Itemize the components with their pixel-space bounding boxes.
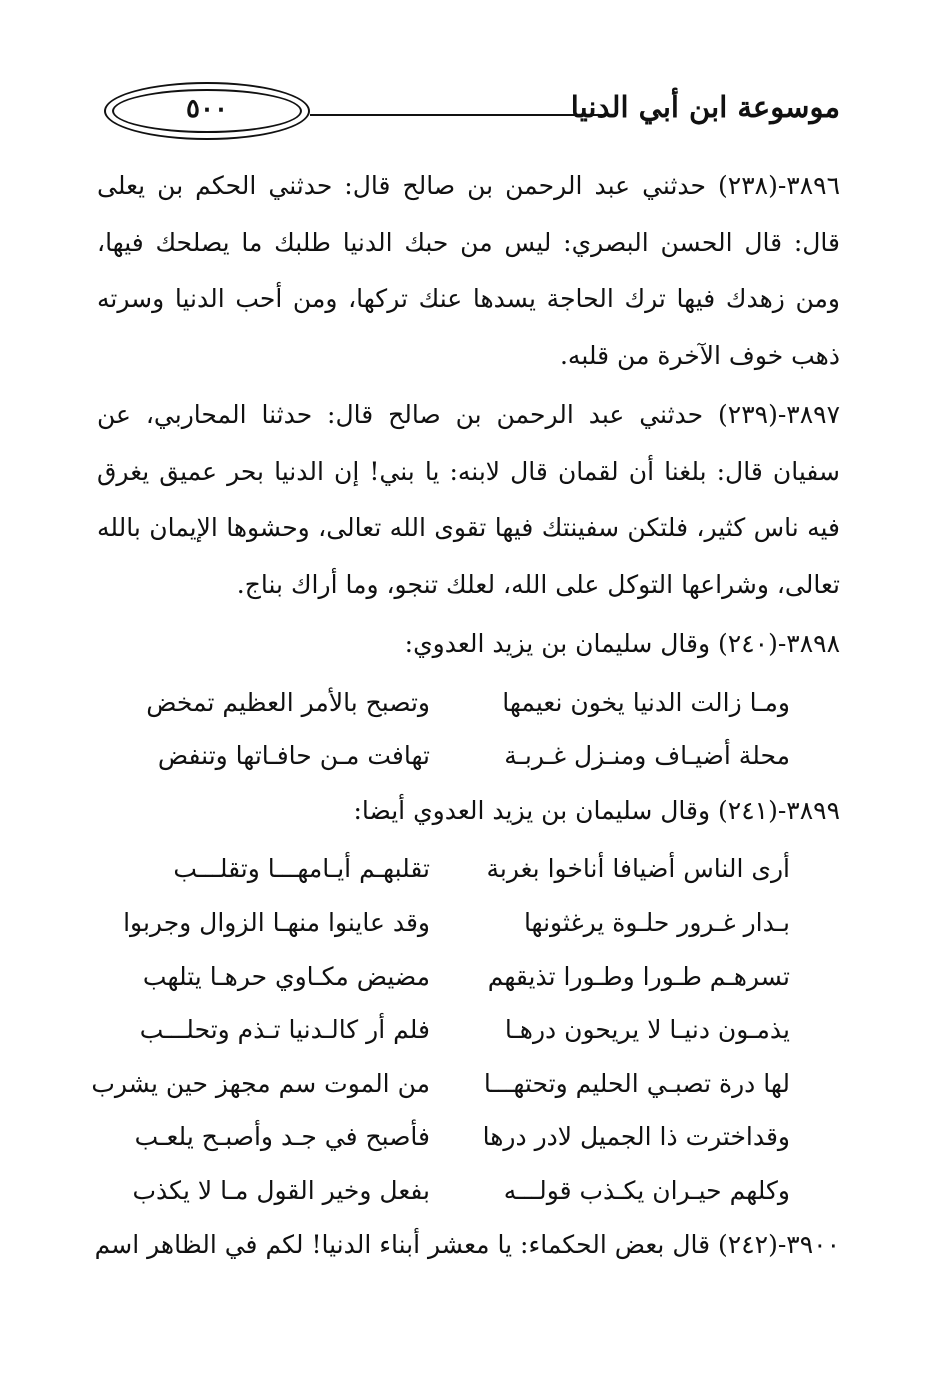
- page-number: ٥٠٠: [186, 94, 228, 124]
- poem-3898: [97, 676, 840, 783]
- entry-3896: ٣٨٩٦-(٢٣٨) حدثني عبد الرحمن بن صالح قال: حدثني الحكم بن يعلى قال: قال الحسن البصري: ليس من حبك الدنيا طلبك ما يصلحك فيها، ومن زهدك فيها ترك الحاجة يسدها عنك تركها، ومن أحب الدنيا وسرته ذهب خوف الآخرة من قلبه.: [97, 171, 840, 370]
- verse-second-hemistich: تقلبهـم أيـامهـــا وتقلـــب: [173, 854, 430, 884]
- verse-first-hemistich: أرى الناس أضيافا أناخوا بغربة: [486, 854, 790, 884]
- entry-3897: ٣٨٩٧-(٢٣٩) حدثني عبد الرحمن بن صالح قال: حدثنا المحاربي، عن سفيان قال: بلغنا أن لقمان قال لابنه: يا بني! إن الدنيا بحر عميق يغرق فيه ناس كثير، فلتكن سفينتك فيها تقوى الله تعالى، وحشوها الإيمان بالله تعالى، وشراعها التوكل على الله، لعلك تنجو، وما أراك بناج.: [97, 400, 840, 599]
- entry-3900: ٣٩٠٠-(٢٤٢) قال بعض الحكماء: يا معشر أبناء الدنيا! لكم في الظاهر اسم: [94, 1230, 840, 1260]
- book-title: موسوعة ابن أبي الدنيا: [570, 90, 840, 124]
- entry-3898-intro: ٣٨٩٨-(٢٤٠) وقال سليمان بن يزيد العدوي:: [404, 629, 840, 658]
- page-header: [88, 82, 840, 144]
- verse: [91, 1057, 840, 1111]
- verse: [97, 949, 840, 1003]
- verse-second-hemistich: وتصبح بالأمر العظيم تمخض: [146, 687, 430, 717]
- verse-second-hemistich: تهافت مـن حافـاتها وتنفض: [157, 741, 430, 771]
- poem-3899: [91, 842, 840, 1217]
- entry-3899-intro: ٣٨٩٩-(٢٤١) وقال سليمان بن يزيد العدوي أيضا:: [353, 795, 840, 825]
- verse: [97, 842, 840, 896]
- verse-second-hemistich: فلم أر كالـدنيا تـذم وتحلـــب: [139, 1015, 430, 1045]
- verse-first-hemistich: يذمـون دنيـا لا يريحون درهـا: [504, 1015, 790, 1045]
- page-body: [91, 158, 840, 1274]
- verse-first-hemistich: بـدار غـرور حلـوة يرغثونها: [523, 908, 790, 938]
- verse-first-hemistich: محلة أضيـاف ومنـزل غـربـة: [504, 741, 790, 771]
- verse-first-hemistich: وقداخترت ذا الجميل لادر درها: [482, 1122, 790, 1152]
- verse-first-hemistich: لها درة تصبـي الحليم وتحتهـــا: [483, 1068, 790, 1098]
- header-rule: [310, 114, 612, 116]
- verse-second-hemistich: بفعل وخير القول مـا لا يكذب: [132, 1176, 430, 1206]
- verse: [97, 729, 840, 783]
- verse: [97, 1003, 840, 1057]
- page-number-badge: [104, 82, 310, 140]
- verse: [97, 1110, 840, 1164]
- verse-first-hemistich: ومـا زالت الدنيا يخون نعيمها: [502, 687, 790, 717]
- verse-first-hemistich: وكلهم حيـران يكـذب قولـــه: [503, 1176, 790, 1206]
- verse: [97, 676, 840, 730]
- verse-second-hemistich: فأصبح في جـد وأصبـح يلعـب: [134, 1122, 430, 1152]
- verse-first-hemistich: تسرهـم طـورا وطـورا تذيقهم: [487, 961, 790, 991]
- verse-second-hemistich: مضيض مكـاوي حرهـا يتلهب: [142, 961, 430, 991]
- verse: [97, 1164, 840, 1218]
- verse-second-hemistich: وقد عاينوا منهـا الزوال وجربوا: [123, 908, 430, 938]
- verse: [97, 896, 840, 950]
- verse-second-hemistich: من الموت سم مجهز حين يشرب: [91, 1068, 430, 1098]
